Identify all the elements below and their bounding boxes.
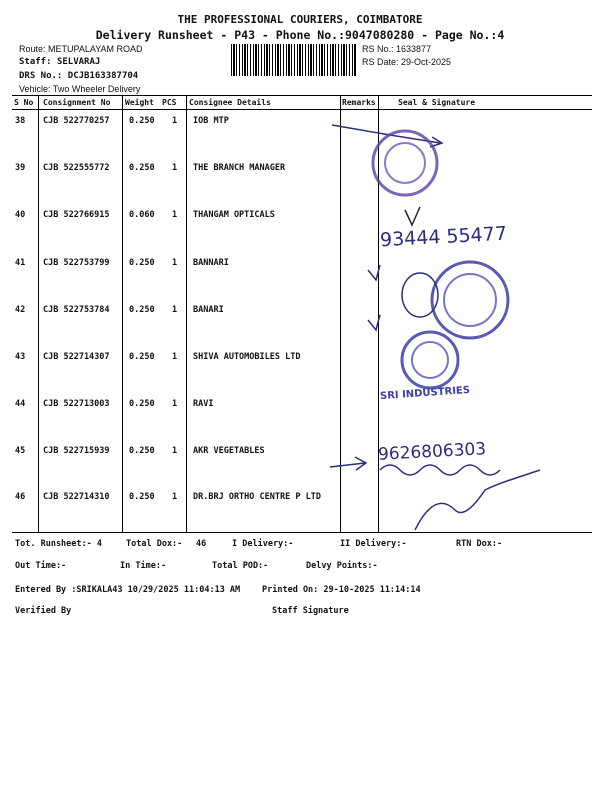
row-consignment: CJB 522770257 xyxy=(43,116,110,126)
out-time: Out Time:- xyxy=(15,561,67,571)
row-weight: 0.250 xyxy=(129,399,155,409)
company-title: THE PROFESSIONAL COURIERS, COIMBATORE xyxy=(177,13,423,26)
row-consignee: THE BRANCH MANAGER xyxy=(193,163,286,173)
ii-delivery: II Delivery:- xyxy=(340,539,407,549)
total-dox-label: Total Dox:- xyxy=(126,539,183,549)
route-line: Route: METUPALAYAM ROAD xyxy=(19,44,143,54)
row-consignment: CJB 522713003 xyxy=(43,399,110,409)
stamp-industries: SRI INDUSTRIES xyxy=(379,384,471,403)
signatures-overlay xyxy=(320,115,600,535)
verified-by: Verified By xyxy=(15,606,72,616)
row-weight: 0.250 xyxy=(129,116,155,126)
row-consignee: IOB MTP xyxy=(193,116,229,126)
total-pod: Total POD:- xyxy=(212,561,269,571)
in-time: In Time:- xyxy=(120,561,167,571)
row-consignee: SHIVA AUTOMOBILES LTD xyxy=(193,352,301,362)
row-pcs: 1 xyxy=(172,258,178,268)
row-sno: 45 xyxy=(15,446,26,456)
row-sno: 42 xyxy=(15,305,26,315)
row-pcs: 1 xyxy=(172,210,178,220)
row-consignment: CJB 522715939 xyxy=(43,446,110,456)
row-sno: 43 xyxy=(15,352,26,362)
row-sno: 40 xyxy=(15,210,26,220)
row-pcs: 1 xyxy=(172,446,178,456)
row-consignee: BANARI xyxy=(193,305,224,315)
staff-signature: Staff Signature xyxy=(272,606,349,616)
col-divider xyxy=(186,95,187,532)
col-header-remarks: Remarks xyxy=(342,98,376,107)
delvy-points: Delvy Points:- xyxy=(306,561,378,571)
i-delivery: I Delivery:- xyxy=(232,539,294,549)
rtn-dox: RTN Dox:- xyxy=(456,539,503,549)
row-weight: 0.250 xyxy=(129,446,155,456)
row-sno: 39 xyxy=(15,163,26,173)
total-dox-value: 46 xyxy=(196,539,207,549)
rs-no-line: RS No.: 1633877 xyxy=(362,44,432,54)
col-header-consignee: Consignee Details xyxy=(189,98,271,107)
tot-runsheet: Tot. Runsheet:- 4 xyxy=(15,539,102,549)
row-consignee: THANGAM OPTICALS xyxy=(193,210,275,220)
printed-on: Printed On: 29-10-2025 11:14:14 xyxy=(262,585,421,595)
row-consignee: RAVI xyxy=(193,399,214,409)
entered-by: Entered By :SRIKALA43 10/29/2025 11:04:13 AM xyxy=(15,585,241,595)
row-consignee: AKR VEGETABLES xyxy=(193,446,265,456)
runsheet-title: Delivery Runsheet - P43 - Phone No.:9047080280 - Page No.:4 xyxy=(95,28,505,42)
col-header-pcs: PCS xyxy=(162,98,177,107)
row-pcs: 1 xyxy=(172,399,178,409)
col-header-consignment: Consignment No xyxy=(43,98,111,107)
row-consignee: BANNARI xyxy=(193,258,229,268)
row-weight: 0.250 xyxy=(129,305,155,315)
row-sno: 46 xyxy=(15,492,26,502)
row-weight: 0.250 xyxy=(129,492,155,502)
col-header-seal: Seal & Signature xyxy=(398,98,476,107)
row-weight: 0.250 xyxy=(129,258,155,268)
row-pcs: 1 xyxy=(172,492,178,502)
row-consignment: CJB 522753784 xyxy=(43,305,110,315)
row-sno: 41 xyxy=(15,258,26,268)
vehicle-line: Vehicle: Two Wheeler Delivery xyxy=(19,84,141,94)
row-consignment: CJB 522555772 xyxy=(43,163,110,173)
row-sno: 44 xyxy=(15,399,26,409)
handwritten-phone-1: 93444 55477 xyxy=(379,222,508,252)
row-consignment: CJB 522766915 xyxy=(43,210,110,220)
table-header-border xyxy=(12,109,592,110)
row-consignment: CJB 522753799 xyxy=(43,258,110,268)
row-consignment: CJB 522714310 xyxy=(43,492,110,502)
col-divider xyxy=(38,95,39,532)
drs-line: DRS No.: DCJB163387704 xyxy=(19,71,139,81)
row-consignee: DR.BRJ ORTHO CENTRE P LTD xyxy=(193,492,321,502)
row-weight: 0.060 xyxy=(129,210,155,220)
barcode xyxy=(231,44,357,76)
row-pcs: 1 xyxy=(172,352,178,362)
col-divider xyxy=(122,95,123,532)
row-sno: 38 xyxy=(15,116,26,126)
col-header-sno: S No xyxy=(14,98,34,107)
row-pcs: 1 xyxy=(172,163,178,173)
staff-line: Staff: SELVARAJ xyxy=(19,57,101,67)
row-pcs: 1 xyxy=(172,116,178,126)
handwritten-phone-2: 9626806303 xyxy=(377,439,487,465)
rs-date-line: RS Date: 29-Oct-2025 xyxy=(362,57,452,67)
row-weight: 0.250 xyxy=(129,163,155,173)
row-weight: 0.250 xyxy=(129,352,155,362)
table-top-border xyxy=(12,95,592,96)
row-pcs: 1 xyxy=(172,305,178,315)
row-consignment: CJB 522714307 xyxy=(43,352,110,362)
col-header-weight: Weight xyxy=(125,98,154,107)
